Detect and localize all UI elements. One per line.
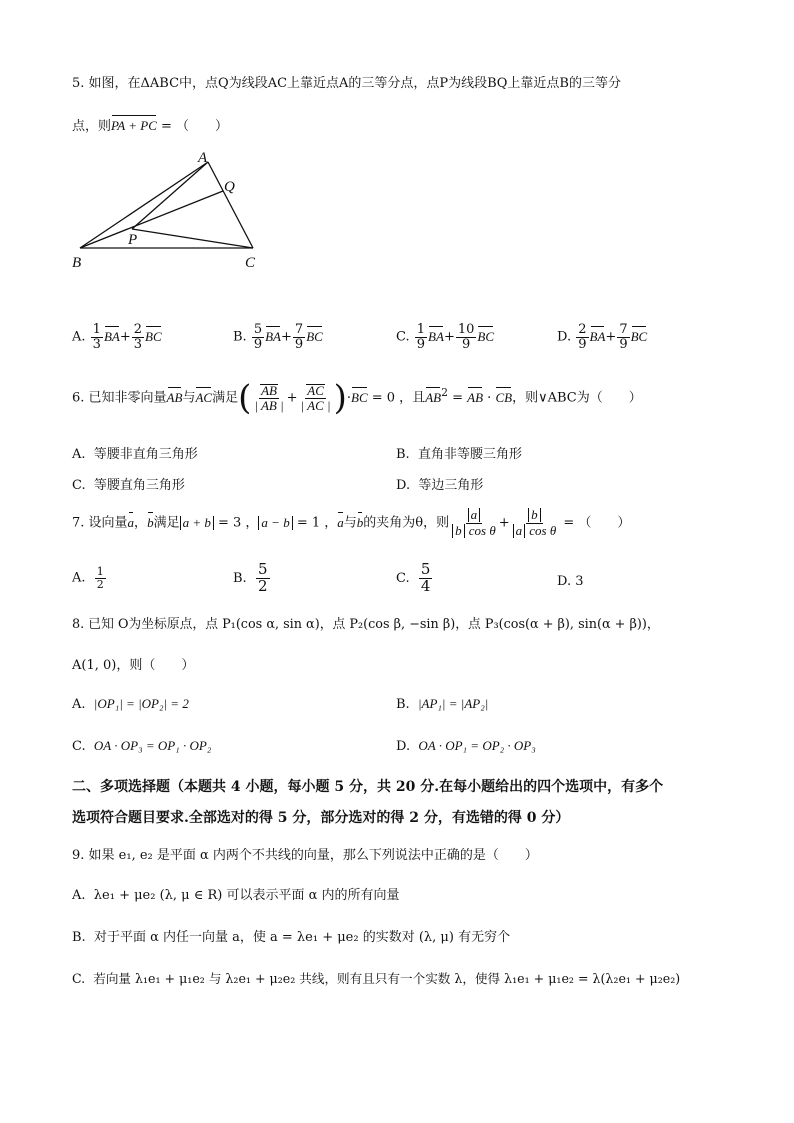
option-label: A. [72, 570, 86, 586]
operator: + [119, 329, 131, 345]
vector-bc: BC [351, 387, 368, 406]
q7-text: 满足 [153, 515, 180, 531]
option-label: D. [557, 574, 572, 589]
q7-suffix: = （ ） [559, 515, 631, 531]
option-label: A. [72, 329, 86, 345]
vector-ab: AB [425, 387, 441, 406]
frac-num: 1 [96, 565, 104, 578]
option-label: C. [396, 570, 410, 586]
q8-option-d[interactable] [396, 738, 536, 754]
q6-text: = 0 ，且 [367, 390, 426, 406]
option-label: A. [72, 447, 86, 462]
option-label: A. [72, 888, 86, 903]
vector: BC [631, 326, 648, 345]
right-paren: ) [333, 378, 347, 418]
question-9-stem: 9. 如果 e₁, e₂ 是平面 α 内两个不共线的向量，那么下列说法中正确的是（ ） [72, 848, 538, 863]
vector: BC [306, 326, 323, 345]
option-text: 对于平面 α 内任一向量 a，使 a = λe₁ + μe₂ 的实数对 (λ, μ) 有无穷个 [93, 930, 511, 945]
operator: + [443, 329, 455, 345]
option-text: 等腰非直角三角形 [93, 447, 198, 462]
vector-a: a [337, 512, 344, 531]
question-6-stem [72, 378, 642, 418]
label-c: C [245, 255, 256, 271]
option-label: C. [72, 478, 86, 493]
coef-den: 3 [92, 336, 101, 352]
q7-text: 的夹角为θ，则 [363, 515, 450, 531]
section-2-heading-line-1: 二、多项选择题（本题共 4 小题，每小题 5 分，共 20 分.在每小题给出的四个选项中，有多个 [72, 779, 664, 795]
equals: = [447, 390, 468, 406]
q6-suffix: ，则∨ABC为（ ） [512, 390, 642, 406]
option-label: D. [396, 478, 411, 493]
norm-a: a [468, 508, 481, 522]
norm-a-plus-b: a + b [180, 516, 214, 530]
norm-a-minus-b: a − b [258, 516, 292, 530]
option-text: 直角非等腰三角形 [417, 447, 522, 462]
q5-expression: PA + PC [111, 115, 157, 134]
dot: · [346, 390, 351, 406]
vector-ac: AC [195, 387, 212, 406]
q6-option-c[interactable] [72, 474, 185, 493]
coef-num: 1 [416, 322, 426, 337]
q6-text: 满足 [212, 390, 239, 406]
vector-b: b [147, 512, 154, 531]
option-text: λe₁ + μe₂ (λ, μ ∈ R) 可以表示平面 α 内的所有向量 [93, 888, 400, 903]
vector: BA [265, 326, 281, 345]
option-text: 等边三角形 [418, 478, 484, 493]
section-2-heading-line-2: 选项符合题目要求.全部选对的得 5 分，部分选对的得 2 分，有选错的得 0 分） [72, 810, 570, 826]
q5-option-d[interactable] [557, 323, 647, 351]
q8-option-a[interactable] [72, 696, 189, 712]
norm-b: b [452, 524, 465, 538]
vector: BC [477, 326, 494, 345]
frac-den: 2 [257, 576, 268, 595]
vector: BA [428, 326, 444, 345]
frac-num: 5 [420, 560, 431, 578]
frac-den: | AB | [254, 397, 284, 413]
option-text: |OP₁| = |OP₂| = 2 [93, 696, 189, 711]
vector-b: b [357, 512, 364, 531]
label-a: A [198, 150, 208, 166]
q8-option-b[interactable] [396, 696, 488, 712]
coef-num: 5 [253, 322, 263, 337]
q7-option-c[interactable] [396, 562, 433, 595]
option-label: B. [396, 697, 410, 712]
q7-option-a[interactable] [72, 566, 107, 590]
option-text: OA · OP₁ = OP₂ · OP₃ [418, 738, 536, 753]
coef-num: 10 [457, 322, 475, 337]
q5-option-b[interactable] [233, 323, 323, 351]
q7-text: = 3 ， [213, 515, 259, 531]
dot: · [483, 390, 496, 406]
q6-option-b[interactable] [396, 443, 522, 462]
vector: BA [590, 326, 606, 345]
option-text: OA · OP₃ = OP₁ · OP₂ [93, 738, 212, 753]
coef-den: 9 [253, 336, 263, 352]
option-label: C. [396, 329, 410, 345]
q9-option-a[interactable] [72, 884, 400, 903]
coef-num: 1 [92, 322, 101, 337]
option-label: B. [396, 447, 410, 462]
option-text: |AP₁| = |AP₂| [417, 696, 489, 711]
question-8-line-1: 8. 已知 O为坐标原点，点 P₁(cos α, sin α)，点 P₂(cos β, −sin β)，点 P₃(cos(α + β), sin(α + β))， [72, 617, 660, 632]
segment-pa [132, 162, 208, 229]
coef-den: 9 [416, 336, 426, 352]
option-label: B. [233, 329, 247, 345]
option-text: 3 [575, 574, 584, 589]
frac-num: 5 [257, 560, 268, 578]
coef-num: 2 [133, 322, 143, 337]
vector-ab: AB [167, 387, 183, 406]
vector: BA [104, 326, 120, 345]
coef-den: 9 [619, 336, 628, 352]
q5-prefix: 点，则 [72, 119, 112, 134]
coef-den: 9 [294, 336, 304, 352]
question-7-stem [72, 508, 630, 538]
segment-ac [208, 162, 253, 248]
q6-text: 与 [182, 390, 196, 406]
vector-cb: CB [495, 387, 512, 406]
q6-option-a[interactable] [72, 443, 198, 462]
frac-num: AB [261, 382, 277, 398]
coef-num: 7 [294, 322, 304, 337]
cos-theta: cos θ [468, 522, 496, 538]
operator: + [281, 329, 292, 345]
frac-num: AC [307, 382, 324, 398]
vector: BC [145, 326, 162, 345]
cos-theta: cos θ [529, 522, 557, 538]
q9-option-c[interactable] [72, 968, 680, 987]
q7-option-b[interactable] [233, 562, 271, 595]
plus: + [286, 390, 298, 406]
option-label: C. [72, 739, 86, 754]
segment-pc [132, 229, 253, 248]
question-8-line-2: A(1, 0)，则（ ） [72, 658, 195, 673]
q7-prefix: 7. 设向量 [72, 515, 128, 531]
vector-a: a [128, 512, 135, 531]
q7-option-d[interactable] [557, 574, 584, 589]
coef-den: 9 [578, 336, 587, 352]
norm-b: b [528, 508, 541, 522]
q5-option-c[interactable] [396, 323, 494, 351]
q7-text: 与 [343, 515, 357, 531]
triangle-figure [70, 145, 270, 275]
option-label: D. [557, 329, 572, 345]
q7-text: = 1 ， [292, 515, 338, 531]
q5-suffix: = （ ） [156, 119, 229, 134]
q9-option-b[interactable] [72, 926, 510, 945]
coef-num: 2 [578, 322, 587, 337]
option-label: B. [233, 570, 247, 586]
q8-option-c[interactable] [72, 738, 211, 754]
option-label: C. [72, 971, 86, 986]
question-5-line-1: 5. 如图，在ΔABC中，点Q为线段AC上靠近点A的三等分点，点P为线段BQ上靠近点B的三等分 [72, 76, 621, 91]
option-label: D. [396, 739, 411, 754]
vector-ab: AB [467, 387, 483, 406]
question-5-line-2 [72, 115, 228, 134]
q5-option-a[interactable] [72, 323, 162, 351]
option-text: 若向量 λ₁e₁ + μ₁e₂ 与 λ₂e₁ + μ₂e₂ 共线，则有且只有一个实数 λ，使得 λ₁e₁ + μ₁e₂ = λ(λ₂e₁ + μ₂e₂) [93, 971, 681, 986]
plus: + [498, 515, 510, 531]
q6-option-d[interactable] [396, 474, 483, 493]
option-label: B. [72, 930, 86, 945]
comma: ， [134, 515, 148, 531]
coef-den: 9 [461, 336, 471, 352]
coef-den: 3 [133, 336, 143, 352]
frac-den: 4 [420, 576, 431, 595]
norm-a: a [513, 524, 526, 538]
operator: + [605, 329, 617, 345]
frac-den: | AC | [300, 397, 331, 413]
option-text: 等腰直角三角形 [93, 478, 185, 493]
left-paren: ( [238, 378, 252, 418]
frac-den: 2 [96, 577, 104, 591]
exponent: 2 [441, 386, 448, 400]
option-label: A. [72, 697, 86, 712]
coef-num: 7 [619, 322, 628, 337]
q6-prefix: 6. 已知非零向量 [72, 390, 167, 406]
label-b: B [72, 255, 82, 271]
label-p: P [128, 232, 138, 248]
label-q: Q [224, 179, 235, 195]
